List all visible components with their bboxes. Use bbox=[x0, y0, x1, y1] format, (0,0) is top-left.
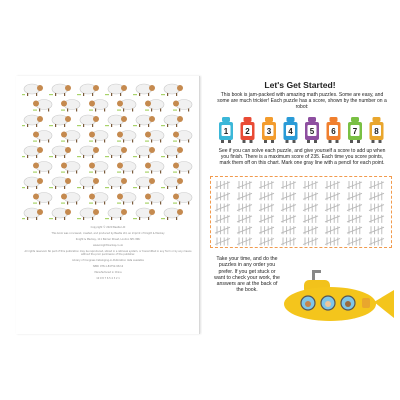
sheep bbox=[22, 115, 43, 127]
tally-group bbox=[259, 192, 274, 200]
tally-group bbox=[237, 226, 252, 234]
sheep bbox=[133, 115, 155, 127]
imprint-line: Manufactured in China bbox=[94, 271, 122, 274]
robot-score-icon bbox=[370, 117, 384, 143]
tally-group bbox=[237, 215, 252, 223]
sheep bbox=[22, 84, 43, 96]
sheep bbox=[105, 84, 127, 96]
imprint-line: Knight & Mackay, 111 Palmer Street, London SE1 8RU bbox=[75, 238, 141, 241]
tally-group bbox=[259, 181, 274, 189]
sheep bbox=[33, 100, 52, 112]
tally-group bbox=[369, 215, 384, 223]
sheep bbox=[77, 146, 99, 158]
sheep bbox=[117, 193, 136, 205]
robot-score-number: 7 bbox=[352, 127, 358, 136]
tally-group bbox=[303, 204, 318, 212]
sheep bbox=[33, 193, 52, 205]
tally-group bbox=[369, 204, 384, 212]
sheep bbox=[61, 100, 80, 112]
right-page bbox=[202, 76, 398, 334]
robot-score-number: 3 bbox=[266, 127, 272, 136]
sheep bbox=[77, 84, 99, 96]
sheep bbox=[145, 131, 164, 143]
sheep bbox=[105, 146, 127, 158]
imprint-line: 10 9 8 7 6 5 4 3 2 1 bbox=[96, 277, 120, 280]
imprint-text bbox=[24, 226, 192, 283]
robot-score-icon bbox=[241, 117, 255, 143]
sheep bbox=[49, 115, 71, 127]
robot-score-number: 4 bbox=[288, 127, 293, 136]
sheep bbox=[61, 193, 80, 205]
book-spread bbox=[2, 76, 398, 334]
tally-group bbox=[347, 238, 362, 246]
robot-score-number: 6 bbox=[331, 127, 336, 136]
sheep bbox=[49, 177, 71, 189]
imprint-line: Copyright © 2020 Beetle Ltd bbox=[90, 226, 126, 229]
sheep bbox=[145, 162, 164, 174]
imprint-line: ISBN: 978-1-84752-932-6 bbox=[92, 265, 124, 268]
sheep bbox=[133, 84, 155, 96]
tally-group bbox=[369, 238, 384, 246]
tally-group bbox=[347, 226, 362, 234]
imprint-line: Library of Congress Cataloging-in-Publication data available bbox=[72, 259, 144, 262]
sheep bbox=[89, 162, 108, 174]
robot-score-icon bbox=[219, 117, 233, 143]
tally-group bbox=[215, 181, 230, 189]
tally-group bbox=[259, 204, 274, 212]
sheep bbox=[161, 208, 183, 220]
submarine-illustration bbox=[278, 262, 396, 328]
sheep bbox=[77, 115, 99, 127]
tally-group bbox=[325, 226, 340, 234]
tally-group bbox=[347, 215, 362, 223]
tally-group bbox=[281, 226, 296, 234]
sheep bbox=[89, 193, 108, 205]
sheep bbox=[145, 100, 164, 112]
sheep bbox=[133, 208, 155, 220]
left-page bbox=[16, 76, 200, 334]
sheep bbox=[173, 131, 192, 143]
sheep bbox=[105, 208, 127, 220]
sheep bbox=[89, 131, 108, 143]
sheep bbox=[49, 146, 71, 158]
tally-group bbox=[237, 204, 252, 212]
robot-score-icon bbox=[348, 117, 362, 143]
sheep bbox=[133, 146, 155, 158]
outro-text: Take your time, and do the puzzles in any order you prefer. If you get stuck or want to check your work, the answers are at the back of the book. bbox=[214, 256, 280, 294]
robot-score-icon bbox=[262, 117, 276, 143]
tally-group bbox=[369, 181, 384, 189]
tally-group bbox=[259, 238, 274, 246]
tally-group bbox=[347, 181, 362, 189]
sheep bbox=[105, 115, 127, 127]
sheep bbox=[61, 131, 80, 143]
tally-group bbox=[281, 181, 296, 189]
robot-score-icon bbox=[284, 117, 298, 143]
tally-group bbox=[303, 215, 318, 223]
sheep bbox=[105, 177, 127, 189]
tally-group bbox=[281, 204, 296, 212]
sheep bbox=[133, 177, 155, 189]
tally-group bbox=[281, 238, 296, 246]
sheep bbox=[145, 193, 164, 205]
robot-score-row bbox=[214, 116, 390, 144]
sheep bbox=[161, 115, 183, 127]
sheep bbox=[33, 131, 52, 143]
tally-group bbox=[215, 204, 230, 212]
sheep bbox=[173, 162, 192, 174]
sheep bbox=[49, 208, 71, 220]
sheep bbox=[22, 146, 43, 158]
sheep bbox=[77, 177, 99, 189]
tally-group bbox=[303, 226, 318, 234]
sheep bbox=[161, 177, 183, 189]
robot-score-number: 2 bbox=[245, 127, 250, 136]
tally-group bbox=[215, 192, 230, 200]
tally-group bbox=[347, 192, 362, 200]
tally-chart bbox=[210, 176, 392, 248]
sheep bbox=[61, 162, 80, 174]
sheep bbox=[173, 193, 192, 205]
tally-group bbox=[237, 181, 252, 189]
imprint-line: This book was concieved, created, and produced by Beetle Ltd, an imprint of Knight & Mackay bbox=[51, 232, 165, 235]
tally-group bbox=[303, 192, 318, 200]
tally-group bbox=[325, 215, 340, 223]
tally-group bbox=[369, 192, 384, 200]
sheep bbox=[77, 208, 99, 220]
imprint-line: www.knightmackay.co.uk bbox=[92, 244, 124, 247]
tally-group bbox=[325, 181, 340, 189]
tally-group bbox=[325, 238, 340, 246]
tally-group bbox=[259, 226, 274, 234]
tally-group bbox=[303, 181, 318, 189]
sheep bbox=[89, 100, 108, 112]
sheep-illustration bbox=[22, 80, 194, 222]
sheep bbox=[22, 177, 43, 189]
sheep bbox=[161, 84, 183, 96]
tally-group bbox=[281, 215, 296, 223]
tally-group bbox=[259, 215, 274, 223]
sheep bbox=[22, 208, 43, 220]
tally-group bbox=[369, 226, 384, 234]
tally-marks bbox=[211, 177, 393, 249]
page-title: Let's Get Started! bbox=[264, 80, 336, 90]
tally-group bbox=[325, 192, 340, 200]
tally-group bbox=[215, 226, 230, 234]
sheep bbox=[33, 162, 52, 174]
imprint-line: All rights reserved. No part of this publication may be reproduced, stored in a retrieval system, or transmitted in any form or by any means without the prior permission of the publisher. bbox=[24, 250, 192, 256]
tally-group bbox=[237, 192, 252, 200]
robot-score-icon bbox=[305, 117, 319, 143]
robot-score-icon bbox=[327, 117, 341, 143]
tally-group bbox=[347, 204, 362, 212]
tally-group bbox=[281, 192, 296, 200]
scoring-text: See if you can solve each puzzle, and give yourself a score to add up when you finish. There is a maximum score of 235. Each time you score points, mark them off on this chart. Mark one gray line with a pencil for each point. bbox=[218, 148, 386, 167]
robot-score-number: 5 bbox=[309, 127, 315, 136]
robot-score-number: 1 bbox=[223, 127, 229, 136]
tally-group bbox=[237, 238, 252, 246]
sheep bbox=[161, 146, 183, 158]
robot-score-number: 8 bbox=[374, 127, 379, 136]
sheep bbox=[117, 162, 136, 174]
tally-group bbox=[325, 204, 340, 212]
sheep bbox=[117, 100, 136, 112]
sheep bbox=[49, 84, 71, 96]
intro-text: This book is jam-packed with amazing math puzzles. Some are easy, and some are much trickier! Each puzzle has a score, shown by the number on a robot: bbox=[217, 92, 387, 111]
tally-group bbox=[303, 238, 318, 246]
sheep bbox=[117, 131, 136, 143]
tally-group bbox=[215, 238, 230, 246]
tally-group bbox=[215, 215, 230, 223]
sheep bbox=[173, 100, 192, 112]
